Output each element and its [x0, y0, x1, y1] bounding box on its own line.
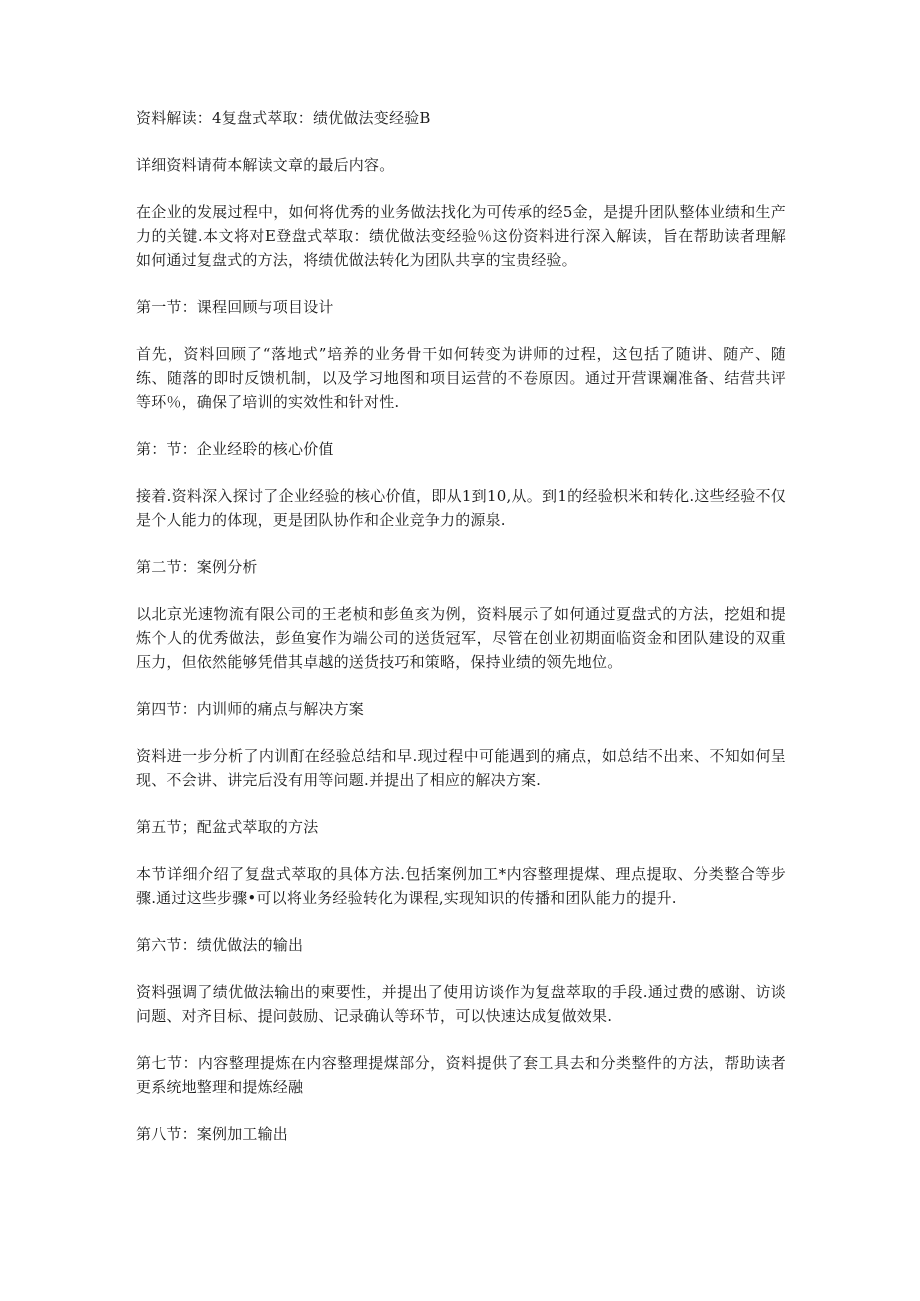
section-1-body: 首先，资料回顾了“落地式”培养的业务骨干如何转变为讲师的过程，这包括了随讲、随产、随练、随落的即时反馈机制，以及学习地图和项目运营的不卷原因。通过开营课斓准备、结营共评等环％，确保了培训的实效性和针对性. [136, 345, 786, 411]
section-3-body: 以北京光速物流有限公司的王老桢和彭鱼亥为例，资料展示了如何通过夏盘式的方法，挖姐和提炼个人的优秀做法，彭鱼宴作为端公司的送货冠军，尽管在创业初期面临资金和团队建设的双重压力，但依然能够凭借其卓越的送货技巧和策略，保持业绩的领先地位。 [136, 605, 786, 671]
section-6-body: 资料强调了绩优做法输出的柬要性，并提出了使用访谈作为复盘萃取的手段.通过费的感谢、访谈问题、对齐目标、提问鼓励、记录确认等环节，可以快速达成复做效果. [136, 983, 786, 1025]
intro-paragraph: 在企业的发展过程中，如何将优秀的业务做法找化为可传承的经5金，是提升团队整体业绩和生产力的关键.本文将对E登盘式萃取：绩优做法变经验％这份资料进行深入解读，旨在帮助读者理解如何通过复盘式的方法，将绩优做法转化为团队共享的宝贵经验。 [136, 203, 786, 269]
section-7-body: 第七节：内容整理提炼在内容整理提煤部分，资料提供了套工具去和分类整件的方法，帮助读者更系统地整理和提炼经融 [136, 1054, 786, 1096]
section-1-heading: 第一节：课程回顾与项目设计 [136, 298, 334, 316]
section-5-heading: 第五节；配盆式萃取的方法 [136, 818, 319, 836]
section-4-heading: 第四节：内训师的痛点与解决方案 [136, 700, 365, 718]
section-5-body: 本节详细介绍了复盘式萃取的具体方法.包括案例加工*内容整理提煤、理点提取、分类整合等步骤.通过这些步骤•可以将业务经验转化为课程,实现知识的传播和团队能力的提升. [136, 865, 786, 907]
section-3-heading: 第二节：案例分析 [136, 558, 258, 576]
document-title: 资料解读：4复盘式萃取：绩优做法变经验B [136, 109, 431, 127]
document-page [136, 106, 786, 1146]
section-8-heading: 第八节：案例加工输出 [136, 1125, 289, 1143]
section-2-heading: 第：节：企业经聆的核心价值 [136, 440, 334, 458]
section-4-body: 资料进一步分析了内训酊在经验总结和早.现过程中可能遇到的痛点，如总结不出来、不知如何呈现、不会讲、讲完后没有用等问题.并提出了相应的解决方案. [136, 747, 786, 789]
section-2-body: 接着.资料深入探讨了企业经验的核心价值，即从1到10,从。到1的经验枳米和转化.这些经验不仅是个人能力的体现，更是团队协作和企业竞争力的源泉. [136, 487, 786, 529]
intro-note: 详细资料请荷本解读文章的最后内容。 [136, 156, 395, 174]
section-6-heading: 第六节：绩优做法的输出 [136, 936, 304, 954]
